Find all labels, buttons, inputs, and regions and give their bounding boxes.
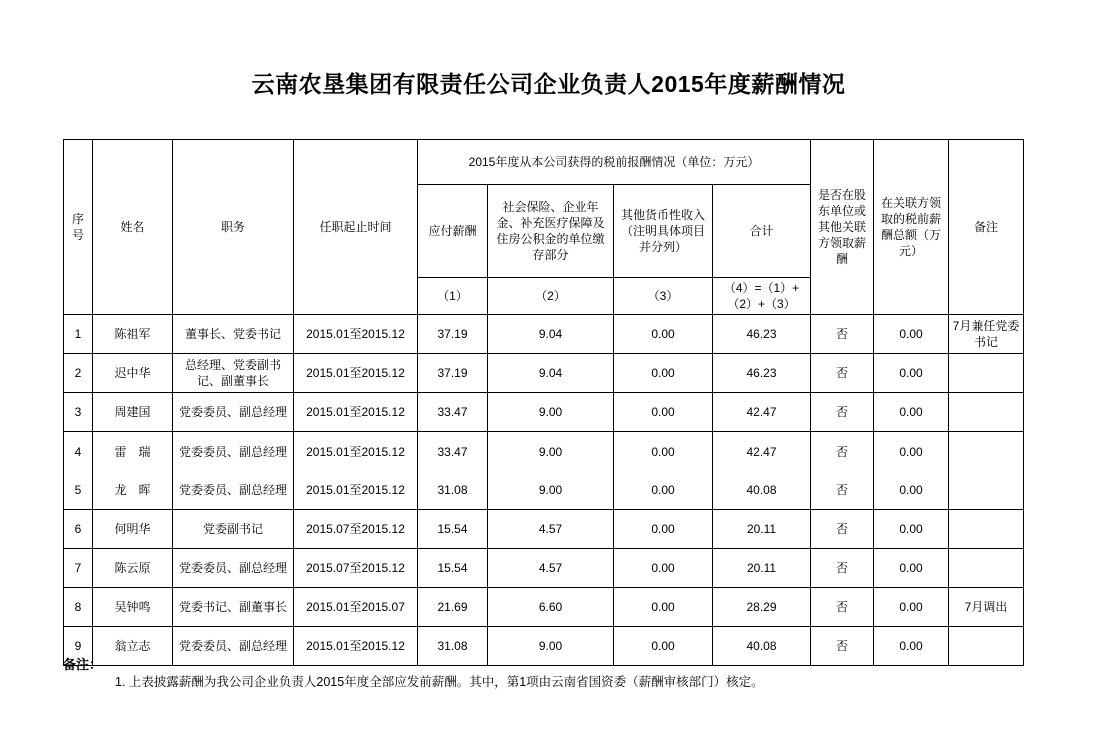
cell-position: 党委委员、副总经理 bbox=[173, 393, 294, 432]
table-row bbox=[64, 393, 1024, 432]
col-number-1: （1） bbox=[418, 278, 488, 315]
cell-total: 42.47 bbox=[713, 393, 811, 432]
cell-name: 陈祖军 bbox=[93, 315, 173, 354]
cell-tenure: 2015.01至2015.12 bbox=[294, 315, 418, 354]
cell-related-flag: 否 bbox=[811, 315, 874, 354]
cell-related-flag: 否 bbox=[811, 549, 874, 588]
cell-index: 4 bbox=[64, 432, 93, 471]
cell-remark: 7月兼任党委书记 bbox=[949, 315, 1024, 354]
cell-name: 周建国 bbox=[93, 393, 173, 432]
table-row bbox=[64, 510, 1024, 549]
salary-table bbox=[63, 139, 1024, 666]
cell-tenure: 2015.01至2015.12 bbox=[294, 354, 418, 393]
table-row bbox=[64, 588, 1024, 627]
cell-total: 20.11 bbox=[713, 549, 811, 588]
cell-salary: 33.47 bbox=[418, 432, 488, 471]
cell-remark bbox=[949, 393, 1024, 432]
col-group-header-pretax: 2015年度从本公司获得的税前报酬情况（单位：万元） bbox=[418, 140, 811, 185]
cell-position: 党委书记、副董事长 bbox=[173, 588, 294, 627]
cell-name: 迟中华 bbox=[93, 354, 173, 393]
cell-index: 2 bbox=[64, 354, 93, 393]
cell-index: 7 bbox=[64, 549, 93, 588]
col-header-tenure: 任职起止时间 bbox=[294, 140, 418, 315]
cell-insurance: 4.57 bbox=[488, 549, 614, 588]
cell-salary: 33.47 bbox=[418, 393, 488, 432]
cell-tenure: 2015.07至2015.12 bbox=[294, 549, 418, 588]
cell-position: 党委委员、副总经理 bbox=[173, 627, 294, 666]
cell-position: 党委委员、副总经理 bbox=[173, 471, 294, 510]
cell-other: 0.00 bbox=[614, 432, 713, 471]
cell-tenure: 2015.01至2015.12 bbox=[294, 471, 418, 510]
col-header-remark: 备注 bbox=[949, 140, 1024, 315]
col-number-2: （2） bbox=[488, 278, 614, 315]
cell-other: 0.00 bbox=[614, 471, 713, 510]
cell-tenure: 2015.07至2015.12 bbox=[294, 510, 418, 549]
col-number-3: （3） bbox=[614, 278, 713, 315]
cell-position: 董事长、党委书记 bbox=[173, 315, 294, 354]
cell-remark bbox=[949, 471, 1024, 510]
cell-tenure: 2015.01至2015.07 bbox=[294, 588, 418, 627]
col-header-related-amount: 在关联方领取的税前薪酬总额（万元） bbox=[874, 140, 949, 315]
header-row-group bbox=[64, 140, 1024, 185]
cell-position: 总经理、党委副书记、副董事长 bbox=[173, 354, 294, 393]
col-header-related-flag: 是否在股东单位或其他关联方领取薪酬 bbox=[811, 140, 874, 315]
cell-related-flag: 否 bbox=[811, 354, 874, 393]
cell-index: 1 bbox=[64, 315, 93, 354]
cell-name: 吴钟鸣 bbox=[93, 588, 173, 627]
cell-insurance: 9.04 bbox=[488, 354, 614, 393]
cell-tenure: 2015.01至2015.12 bbox=[294, 393, 418, 432]
cell-other: 0.00 bbox=[614, 510, 713, 549]
cell-related-flag: 否 bbox=[811, 510, 874, 549]
cell-total: 40.08 bbox=[713, 627, 811, 666]
cell-salary: 31.08 bbox=[418, 627, 488, 666]
table-row bbox=[64, 432, 1024, 471]
cell-name: 雷 瑞 bbox=[93, 432, 173, 471]
table-row bbox=[64, 471, 1024, 510]
cell-total: 40.08 bbox=[713, 471, 811, 510]
cell-total: 46.23 bbox=[713, 354, 811, 393]
cell-insurance: 9.00 bbox=[488, 471, 614, 510]
page-title: 云南农垦集团有限责任公司企业负责人2015年度薪酬情况 bbox=[251, 71, 846, 97]
cell-name: 陈云原 bbox=[93, 549, 173, 588]
cell-salary: 37.19 bbox=[418, 315, 488, 354]
cell-index: 5 bbox=[64, 471, 93, 510]
cell-related-flag: 否 bbox=[811, 588, 874, 627]
cell-index: 3 bbox=[64, 393, 93, 432]
cell-position: 党委委员、副总经理 bbox=[173, 432, 294, 471]
cell-tenure: 2015.01至2015.12 bbox=[294, 627, 418, 666]
cell-salary: 37.19 bbox=[418, 354, 488, 393]
cell-other: 0.00 bbox=[614, 315, 713, 354]
cell-related-amount: 0.00 bbox=[874, 510, 949, 549]
cell-index: 6 bbox=[64, 510, 93, 549]
cell-index: 8 bbox=[64, 588, 93, 627]
cell-name: 龙 晖 bbox=[93, 471, 173, 510]
cell-salary: 15.54 bbox=[418, 510, 488, 549]
cell-salary: 15.54 bbox=[418, 549, 488, 588]
col-header-name: 姓名 bbox=[93, 140, 173, 315]
col-header-total: 合计 bbox=[713, 185, 811, 278]
footnote-line: 1. 上表披露薪酬为我公司企业负责人2015年度全部应发前薪酬。其中，第1项由云南省国资委（薪酬审核部门）核定。 bbox=[115, 675, 764, 690]
cell-tenure: 2015.01至2015.12 bbox=[294, 432, 418, 471]
footnote-label: 备注： bbox=[63, 657, 103, 672]
col-header-position: 职务 bbox=[173, 140, 294, 315]
cell-insurance: 9.04 bbox=[488, 315, 614, 354]
cell-insurance: 9.00 bbox=[488, 627, 614, 666]
cell-related-flag: 否 bbox=[811, 627, 874, 666]
cell-total: 42.47 bbox=[713, 432, 811, 471]
cell-related-amount: 0.00 bbox=[874, 354, 949, 393]
cell-related-amount: 0.00 bbox=[874, 549, 949, 588]
cell-related-amount: 0.00 bbox=[874, 588, 949, 627]
cell-insurance: 6.60 bbox=[488, 588, 614, 627]
cell-other: 0.00 bbox=[614, 354, 713, 393]
cell-total: 28.29 bbox=[713, 588, 811, 627]
cell-related-amount: 0.00 bbox=[874, 471, 949, 510]
table-row bbox=[64, 315, 1024, 354]
cell-remark bbox=[949, 354, 1024, 393]
cell-total: 46.23 bbox=[713, 315, 811, 354]
cell-other: 0.00 bbox=[614, 549, 713, 588]
table-row bbox=[64, 354, 1024, 393]
footnote bbox=[63, 657, 1023, 691]
col-number-4: （4）=（1）+（2）+（3） bbox=[713, 278, 811, 315]
cell-salary: 31.08 bbox=[418, 471, 488, 510]
col-header-other-income: 其他货币性收入（注明具体项目并分列） bbox=[614, 185, 713, 278]
cell-total: 20.11 bbox=[713, 510, 811, 549]
cell-related-amount: 0.00 bbox=[874, 393, 949, 432]
cell-salary: 21.69 bbox=[418, 588, 488, 627]
col-header-salary: 应付薪酬 bbox=[418, 185, 488, 278]
cell-remark bbox=[949, 549, 1024, 588]
cell-related-flag: 否 bbox=[811, 432, 874, 471]
col-header-insurance: 社会保险、企业年金、补充医疗保障及住房公积金的单位缴存部分 bbox=[488, 185, 614, 278]
cell-other: 0.00 bbox=[614, 393, 713, 432]
cell-insurance: 9.00 bbox=[488, 393, 614, 432]
cell-insurance: 9.00 bbox=[488, 432, 614, 471]
cell-other: 0.00 bbox=[614, 627, 713, 666]
cell-other: 0.00 bbox=[614, 588, 713, 627]
cell-name: 何明华 bbox=[93, 510, 173, 549]
cell-related-amount: 0.00 bbox=[874, 627, 949, 666]
col-header-index: 序号 bbox=[64, 140, 93, 315]
cell-related-flag: 否 bbox=[811, 471, 874, 510]
cell-remark bbox=[949, 510, 1024, 549]
cell-remark: 7月调出 bbox=[949, 588, 1024, 627]
cell-name: 翁立志 bbox=[93, 627, 173, 666]
table-row bbox=[64, 549, 1024, 588]
cell-remark bbox=[949, 432, 1024, 471]
cell-insurance: 4.57 bbox=[488, 510, 614, 549]
cell-index: 9 bbox=[64, 627, 93, 666]
cell-position: 党委委员、副总经理 bbox=[173, 549, 294, 588]
cell-position: 党委副书记 bbox=[173, 510, 294, 549]
cell-related-amount: 0.00 bbox=[874, 432, 949, 471]
cell-related-flag: 否 bbox=[811, 393, 874, 432]
cell-related-amount: 0.00 bbox=[874, 315, 949, 354]
